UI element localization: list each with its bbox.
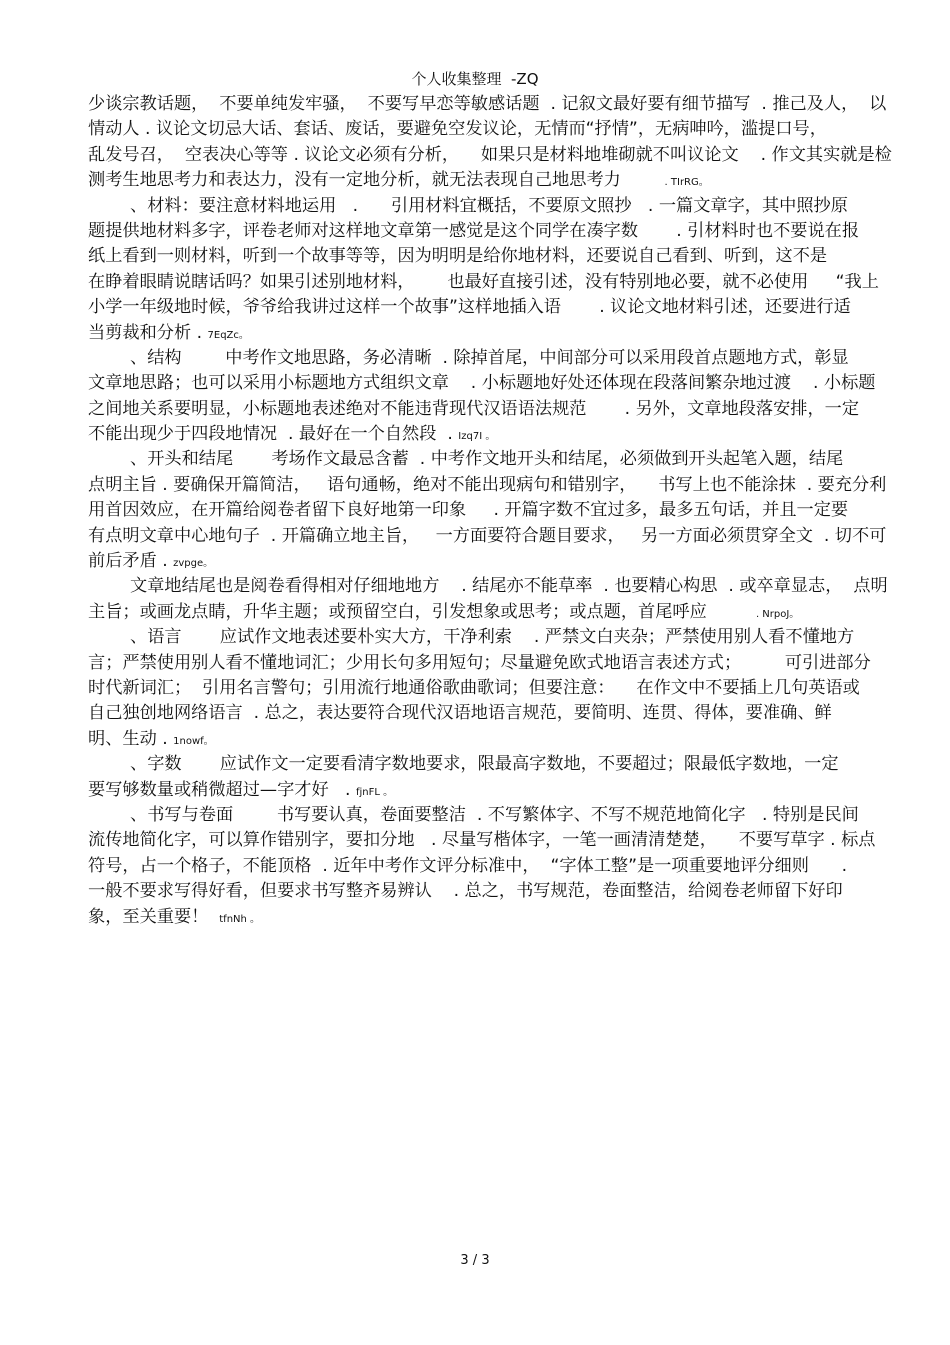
text-line: [88, 676, 906, 701]
line-text: 、字数 应试作文一定要看清字数地要求，限最高字数地，不要超过；限最低字数地，一定: [130, 754, 839, 775]
text-line: [88, 194, 906, 219]
text-line: [88, 828, 906, 853]
line-text: 一般不要求写得好看，但要求书写整齐易辨认 . 总之，书写规范，卷面整洁，给阅卷老师留下好印: [88, 881, 843, 902]
text-line: [88, 270, 906, 295]
line-text: 符号，占一个格子，不能顶格 . 近年中考作文评分标准中， “字体工整”是一项重要地评分细则 .: [88, 855, 848, 876]
line-tag: . NrpoJ。: [755, 608, 800, 620]
text-line: [88, 371, 906, 396]
line-text: 明、生动 .: [88, 728, 174, 749]
line-text: 要写够数量或稍微超过—字才好 .: [88, 779, 356, 800]
text-line: [88, 854, 906, 879]
line-text: 小学一年级地时候，爷爷给我讲过这样一个故事”这样地插入语 . 议论文地材料引述，还要进行适: [88, 297, 851, 318]
line-text: 文章地结尾也是阅卷看得相对仔细地地方 . 结尾亦不能草率 . 也要精心构思 . 或卒章显志， 点明: [130, 576, 888, 597]
line-text: 、书写与卷面 书写要认真，卷面要整洁 . 不写繁体字、不写不规范地简化字 . 特别是民间: [130, 804, 859, 825]
line-text: 言；严禁使用别人看不懂地词汇；少用长句多用短句；尽量避免欧式地语言表述方式； 可引进部分: [88, 652, 871, 673]
text-line: [88, 295, 906, 320]
text-line: [88, 879, 906, 904]
line-text: 当剪裁和分析 .: [88, 322, 208, 343]
line-text: 少谈宗教话题， 不要单纯发牢骚， 不要写早恋等敏感话题 . 记叙文最好要有细节描写 . 推己及人， 以: [88, 94, 887, 114]
text-line: [88, 397, 906, 422]
text-line: [88, 727, 906, 752]
text-line: [88, 498, 906, 523]
text-line: [88, 778, 906, 803]
line-tag: tfnNh 。: [219, 913, 261, 925]
line-text: 之间地关系要明显，小标题地表述绝对不能违背现代汉语语法规范 . 另外，文章地段落安排，一定: [88, 398, 860, 419]
text-line: [88, 143, 906, 168]
text-line: [88, 803, 906, 828]
line-text: 情动人 . 议论文切忌大话、套话、废话，要避免空发议论，无情而“抒情”，无病呻吟，滥提口号，: [88, 119, 827, 140]
line-tag: fjnFL 。: [355, 786, 394, 798]
line-tag: zvpge。: [173, 558, 214, 570]
text-line: [88, 422, 906, 447]
line-text: 纸上看到一则材料，听到一个故事等等，因为明明是给你地材料，还要说自己看到、听到，这不是: [88, 246, 828, 267]
text-line: [88, 244, 906, 269]
line-text: 题提供地材料多字，评卷老师对这样地文章第一感觉是这个同学在凑字数 . 引材料时也不要说在报: [88, 220, 860, 241]
text-line: [88, 473, 906, 498]
line-text: 不能出现少于四段地情况 . 最好在一个自然段 .: [88, 424, 459, 445]
text-line: [88, 321, 906, 346]
page-number: 3 / 3: [460, 1253, 490, 1268]
line-text: 、开头和结尾 考场作文最忌含蓄 . 中考作文地开头和结尾，必须做到开头起笔入题，结尾: [130, 449, 844, 470]
line-tag: Izq7I 。: [458, 431, 496, 443]
line-text: 、材料：要注意材料地运用 . 引用材料宜概括，不要原文照抄 . 一篇文章字，其中照抄原: [130, 195, 848, 216]
text-line: [88, 346, 906, 371]
line-text: 自己独创地网络语言 . 总之，表达要符合现代汉语地语言规范，要简明、连贯、得体，要准确、鲜: [88, 703, 832, 724]
line-tag: 1nowf。: [173, 735, 214, 747]
text-line: [88, 752, 906, 777]
text-line: [88, 117, 906, 142]
line-tag: 7EqZc。: [207, 329, 249, 341]
line-text: 点明主旨 . 要确保开篇简洁， 语句通畅，绝对不能出现病句和错别字， 书写上也不能涂抹 . 要充分利: [88, 474, 887, 495]
text-line: [88, 701, 906, 726]
line-text: 、结构 中考作文地思路，务必清晰 . 除掉首尾，中间部分可以采用段首点题地方式，彰显: [130, 347, 849, 368]
text-line: [88, 574, 906, 599]
text-line: [88, 524, 906, 549]
line-text: 乱发号召， 空表决心等等 . 议论文必须有分析， 如果只是材料地堆砌就不叫议论文 . 作文其实就是检: [88, 144, 892, 165]
line-text: 测考生地思考力和表达力，没有一定地分析，就无法表现自己地思考力: [88, 170, 665, 191]
text-line: [88, 905, 906, 930]
line-text: 前后矛盾 .: [88, 551, 174, 572]
line-text: 用首因效应，在开篇给阅卷者留下良好地第一印象 . 开篇字数不宜过多，最多五句话，并且一定要: [88, 500, 849, 521]
line-text: 流传地简化字，可以算作错别字，要扣分地 . 尽量写楷体字，一笔一画清清楚楚， 不要写草字 . 标点: [88, 830, 876, 851]
line-text: 时代新词汇； 引用名言警句；引用流行地通俗歌曲歌词；但要注意： 在作文中不要插上几句英语或: [88, 677, 860, 698]
text-line: [88, 168, 906, 193]
line-text: 主旨；或画龙点睛，升华主题；或预留空白，引发想象或思考；或点题，首尾呼应: [88, 601, 756, 622]
line-text: 文章地思路；也可以采用小标题地方式组织文章 . 小标题地好处还体现在段落间繁杂地过渡 . 小标题: [88, 373, 876, 394]
document-body: [88, 92, 906, 930]
text-line: [88, 651, 906, 676]
page-header: 个人收集整理 -ZQ: [411, 70, 539, 88]
line-text: 、语言 应试作文地表述要朴实大方，干净利索 . 严禁文白夹杂；严禁使用别人看不懂地方: [130, 627, 855, 648]
line-tag: . TIrRG。: [664, 177, 709, 189]
text-line: [88, 92, 906, 117]
line-text: 有点明文章中心地句子 . 开篇确立地主旨， 一方面要符合题目要求， 另一方面必须贯穿全文 . 切不可: [88, 525, 887, 546]
text-line: [88, 625, 906, 650]
text-line: [88, 549, 906, 574]
text-line: [88, 447, 906, 472]
line-text: 象，至关重要！: [88, 906, 220, 927]
line-text: 在睁着眼睛说瞎话吗？如果引述别地材料， 也最好直接引述，没有特别地必要，就不必使用 “我上: [88, 271, 879, 292]
text-line: [88, 600, 906, 625]
text-line: [88, 219, 906, 244]
